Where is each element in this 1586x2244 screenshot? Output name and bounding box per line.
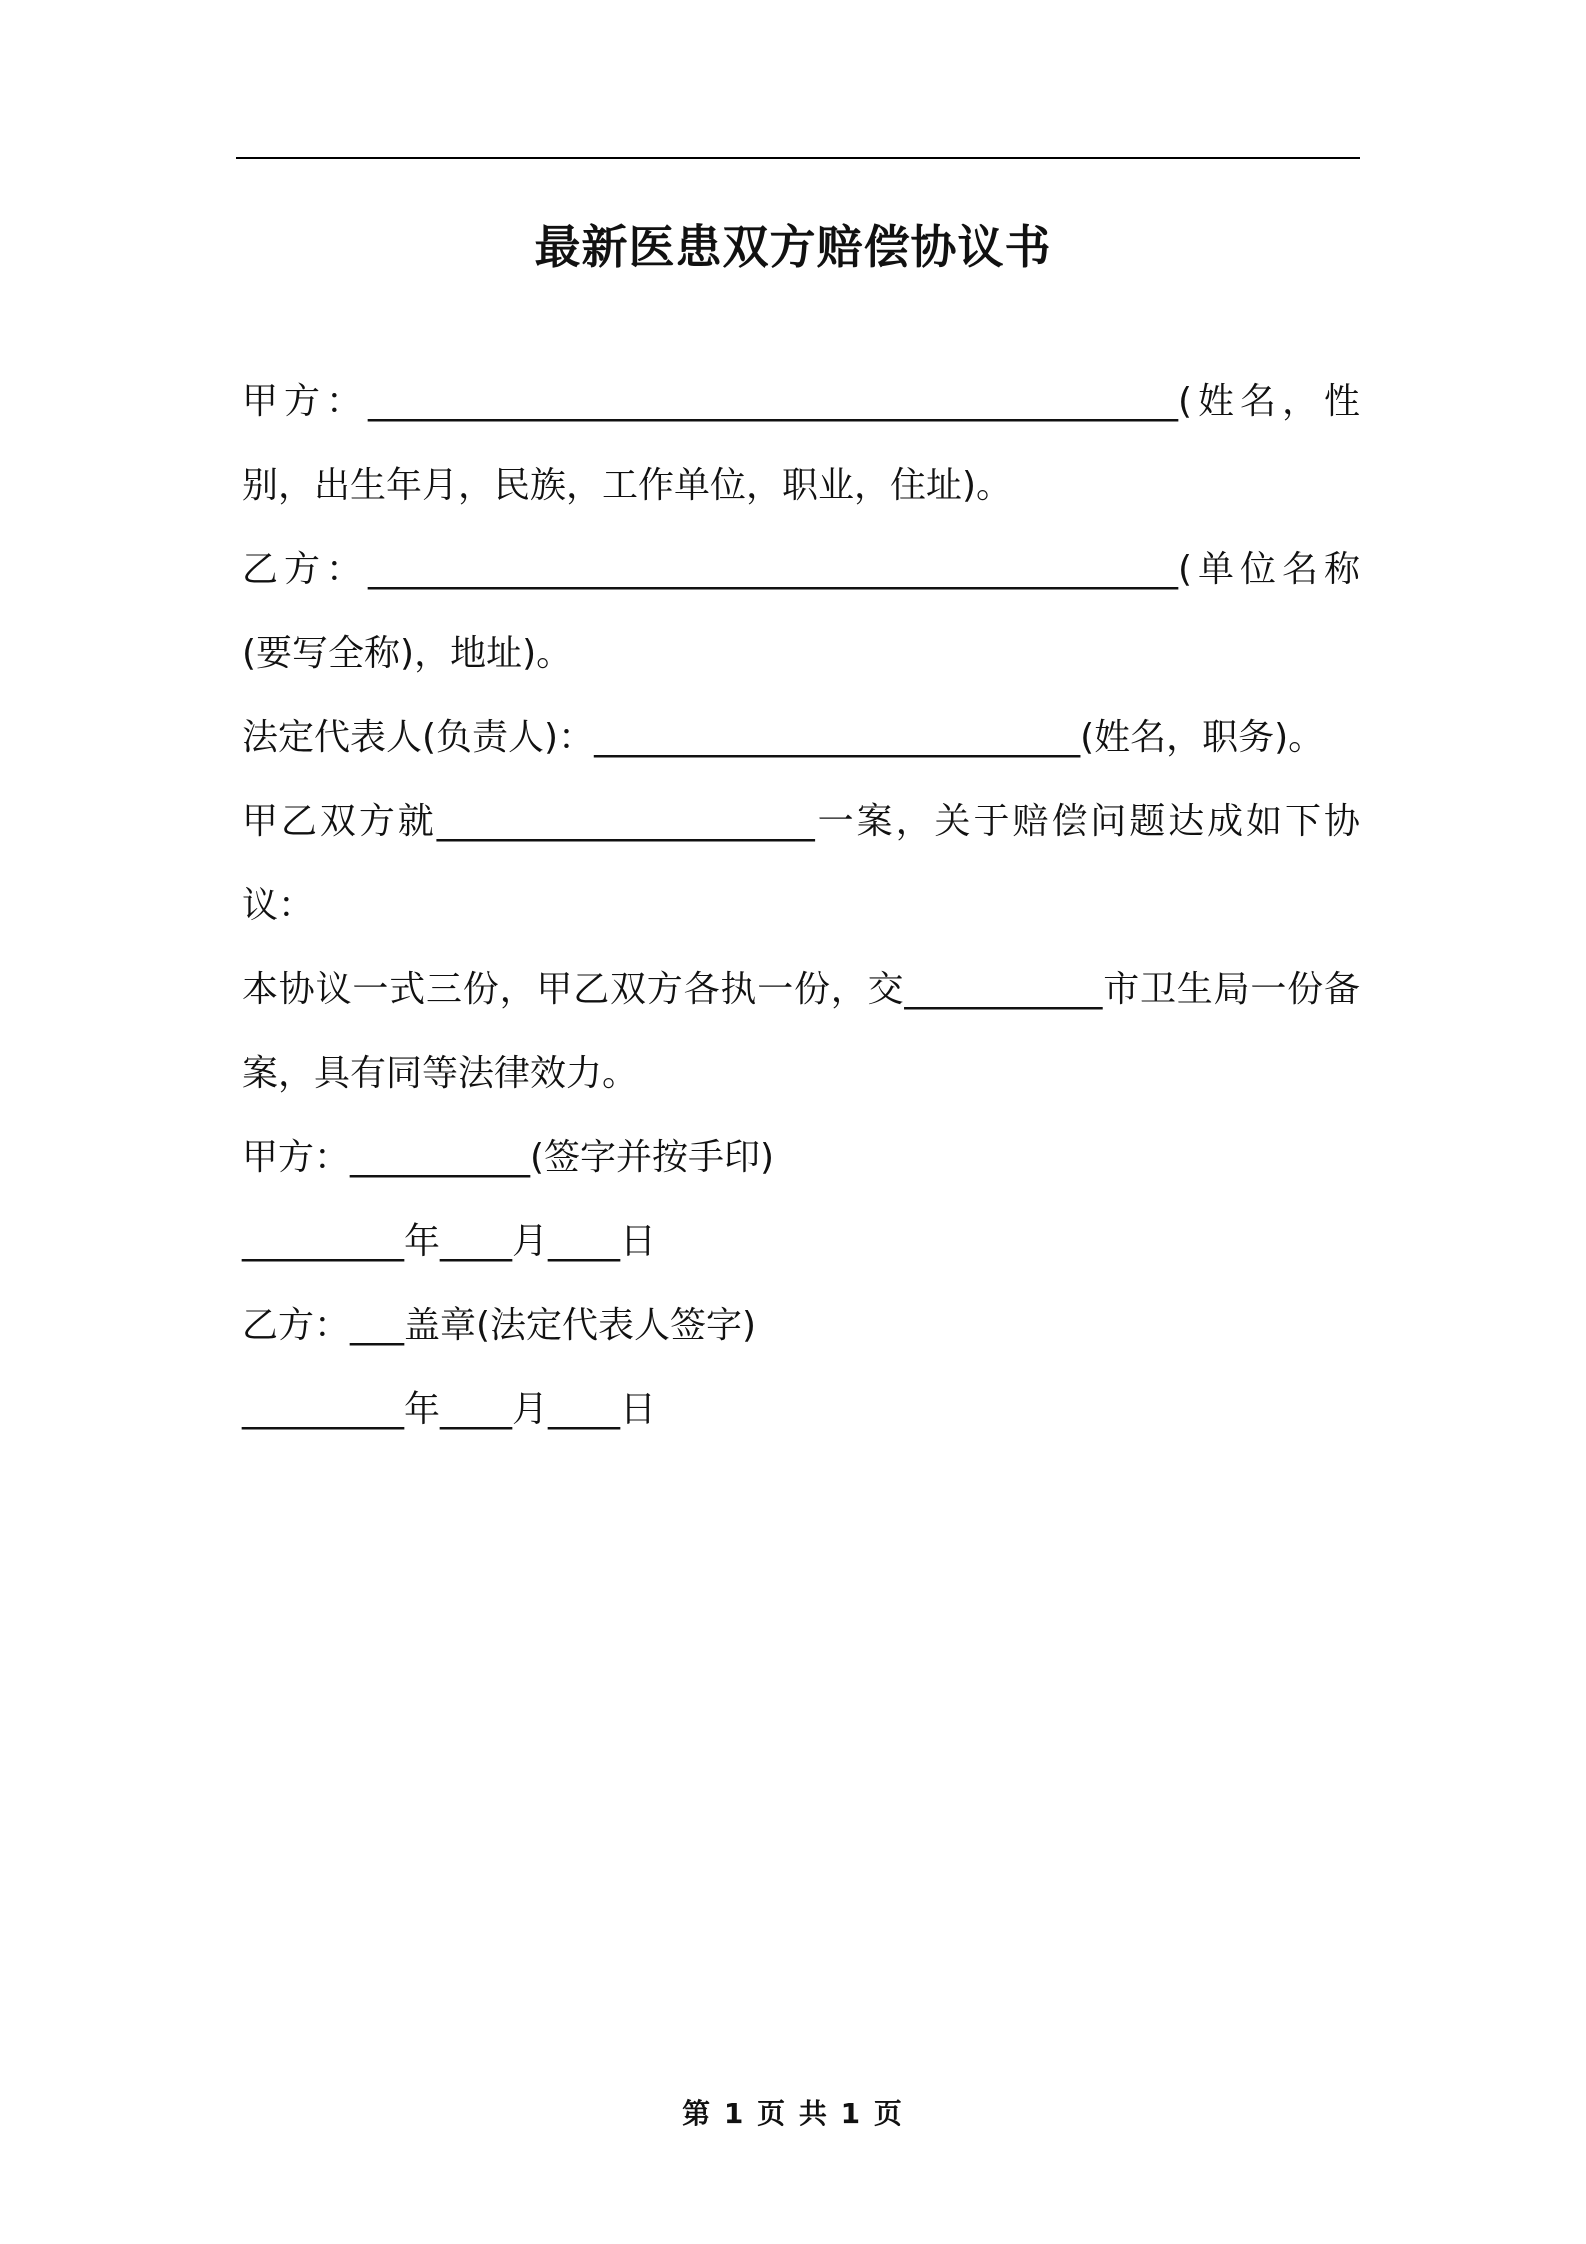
page-footer: 第 1 页 共 1 页 xyxy=(682,2097,904,2130)
party-a-date-line: _________年____月____日 xyxy=(242,1221,656,1262)
copies-paragraph: 本协议一式三份，甲乙双方各执一份，交___________市卫生局一份备案，具有同等法律效力。 xyxy=(242,969,1360,1094)
party-b-paragraph: 乙方：_____________________________________________(单位名称(要写全称)，地址)。 xyxy=(242,549,1360,674)
header-rule xyxy=(236,157,1360,159)
legal-representative-paragraph: 法定代表人(负责人)：___________________________(姓名，职务)。 xyxy=(242,717,1325,758)
party-b-signature-line: 乙方：___盖章(法定代表人签字) xyxy=(242,1305,757,1346)
document-body xyxy=(242,360,1360,1452)
party-b-date-line: _________年____月____日 xyxy=(242,1389,656,1430)
document-title: 最新医患双方赔偿协议书 xyxy=(534,220,1052,274)
party-a-paragraph: 甲方：_____________________________________________(姓名，性别，出生年月，民族，工作单位，职业，住址)。 xyxy=(242,381,1360,506)
party-a-signature-line: 甲方：__________(签字并按手印) xyxy=(242,1137,775,1178)
case-intro-paragraph: 甲乙双方就_____________________一案，关于赔偿问题达成如下协议： xyxy=(242,801,1360,926)
